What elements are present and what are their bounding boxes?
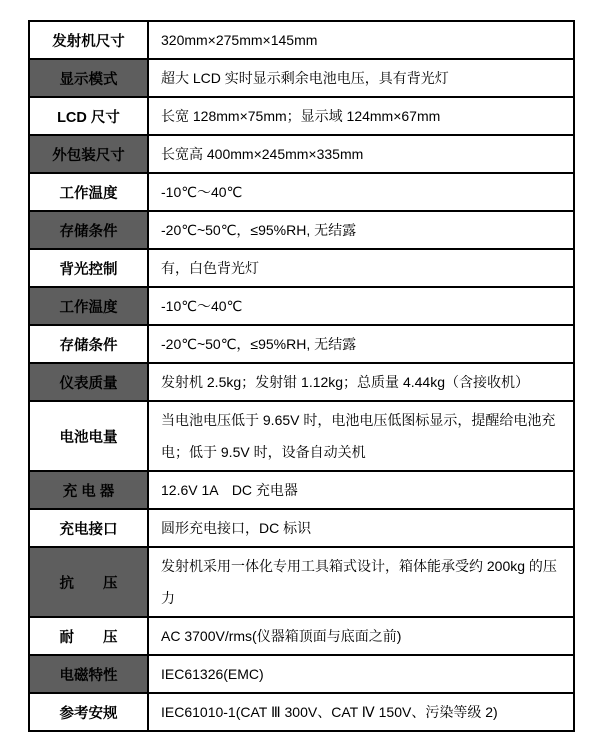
row-value — [149, 136, 573, 172]
row-label: 发射机尺寸 — [30, 22, 149, 58]
row-label: LCD 尺寸 — [30, 98, 149, 134]
table-row — [30, 58, 573, 96]
row-value-text: 长宽 128mm×75mm；显示域 124mm×67mm — [161, 108, 441, 124]
table-row — [30, 324, 573, 362]
row-label: 存储条件 — [30, 326, 149, 362]
row-value-text: -10℃～40℃ — [161, 184, 243, 200]
table-row — [30, 470, 573, 508]
table-row — [30, 362, 573, 400]
row-value-text: -20℃~50℃，≤95%RH, 无结露 — [161, 336, 357, 352]
row-value-text: 当电池电压低于 9.65V 时，电池电压低图标显示，提醒给电池充电；低于 9.5V 时，设备自动关机 — [161, 412, 556, 460]
row-value — [149, 22, 573, 58]
table-row — [30, 508, 573, 546]
row-value — [149, 288, 573, 324]
row-value-text: 12.6V 1A DC 充电器 — [161, 482, 298, 498]
table-row — [30, 172, 573, 210]
table-row — [30, 616, 573, 654]
row-value-text: 发射机 2.5kg；发射钳 1.12kg；总质量 4.44kg（含接收机） — [161, 374, 529, 390]
table-row — [30, 134, 573, 172]
row-value-text: 圆形充电接口，DC 标识 — [161, 520, 312, 536]
row-value-text: 长宽高 400mm×245mm×335mm — [161, 146, 364, 162]
row-label: 背光控制 — [30, 250, 149, 286]
row-value — [149, 174, 573, 210]
row-label: 电磁特性 — [30, 656, 149, 692]
row-label: 工作温度 — [30, 288, 149, 324]
row-value-text: -20℃~50℃，≤95%RH, 无结露 — [161, 222, 357, 238]
row-label: 充 电 器 — [30, 472, 149, 508]
row-value-text: IEC61326(EMC) — [161, 666, 264, 682]
row-value-text: -10℃～40℃ — [161, 298, 243, 314]
table-row — [30, 654, 573, 692]
row-label: 外包装尺寸 — [30, 136, 149, 172]
row-value — [149, 510, 573, 546]
row-label: 存储条件 — [30, 212, 149, 248]
spec-table — [28, 20, 575, 732]
row-label: 参考安规 — [30, 694, 149, 730]
row-value-text: 有，白色背光灯 — [161, 260, 259, 276]
table-row — [30, 286, 573, 324]
row-value — [149, 364, 573, 400]
row-value — [149, 326, 573, 362]
row-value — [149, 60, 573, 96]
row-value-text: 320mm×275mm×145mm — [161, 32, 318, 48]
row-value-text: 超大 LCD 实时显示剩余电池电压，具有背光灯 — [161, 70, 449, 86]
table-row — [30, 96, 573, 134]
row-label: 显示模式 — [30, 60, 149, 96]
row-label: 工作温度 — [30, 174, 149, 210]
row-value — [149, 618, 573, 654]
row-label: 电池电量 — [30, 402, 149, 470]
row-label: 仪表质量 — [30, 364, 149, 400]
table-row — [30, 248, 573, 286]
row-value-text: 发射机采用一体化专用工具箱式设计，箱体能承受约 200kg 的压力 — [161, 558, 557, 606]
row-value — [149, 656, 573, 692]
row-value — [149, 472, 573, 508]
row-value — [149, 250, 573, 286]
row-label: 耐 压 — [30, 618, 149, 654]
row-value — [149, 548, 573, 616]
row-label: 充电接口 — [30, 510, 149, 546]
table-row — [30, 546, 573, 616]
table-row — [30, 400, 573, 470]
table-row — [30, 692, 573, 730]
row-value — [149, 98, 573, 134]
table-row — [30, 210, 573, 248]
row-value-text: IEC61010-1(CAT Ⅲ 300V、CAT Ⅳ 150V、污染等级 2) — [161, 704, 498, 720]
table-row — [30, 22, 573, 58]
row-value — [149, 694, 573, 730]
row-value-text: AC 3700V/rms(仪器箱顶面与底面之前) — [161, 628, 402, 644]
row-value — [149, 212, 573, 248]
row-value — [149, 402, 573, 470]
row-label: 抗 压 — [30, 548, 149, 616]
